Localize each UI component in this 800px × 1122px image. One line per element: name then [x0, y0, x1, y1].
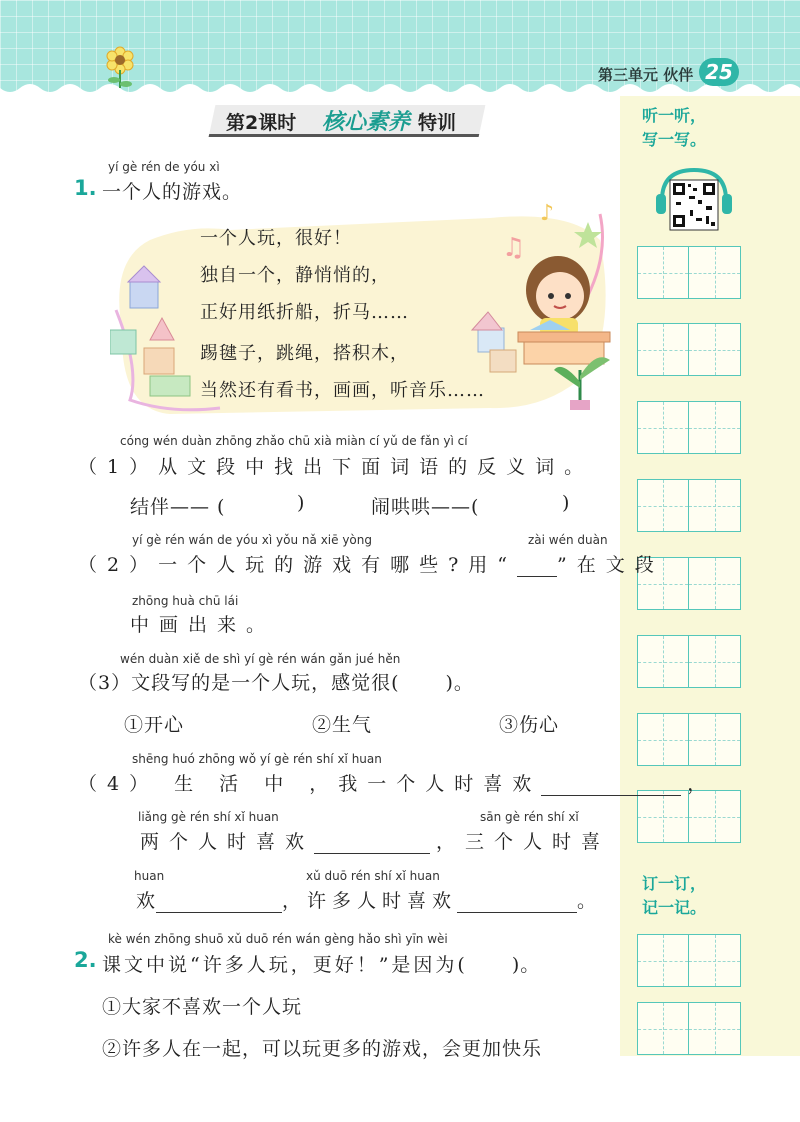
option-happy[interactable]: ①开心 — [124, 714, 185, 736]
tianzige-pair[interactable] — [637, 479, 741, 532]
poem-line: 正好用纸折船，折马…… — [200, 302, 409, 323]
q1-s4-text1: （4） 生 活 中 ，我一个人时喜欢 — [78, 773, 542, 795]
tianzige-cell[interactable] — [689, 1002, 741, 1055]
banner-core: 核心素养 — [322, 110, 411, 135]
q1-title: 一个人的游戏。 — [102, 181, 243, 203]
poem-line: 独自一个，静悄悄的， — [200, 265, 390, 286]
sidebar-title-correct-line1: 订一订， — [642, 874, 707, 893]
banner-lesson: 第2课时 — [226, 112, 297, 134]
option-sad[interactable]: ③伤心 — [499, 714, 560, 736]
q1-s2-text-part2: ”在文段 — [557, 554, 664, 576]
q1-s4-end1: ， — [687, 773, 717, 795]
q1-s2-text3: 中画出来。 — [130, 614, 276, 636]
antonym-1-label: 结伴—— ( — [130, 496, 226, 518]
q1-pinyin: yí gè rén de yóu xì — [108, 160, 220, 174]
tianzige-cell[interactable] — [689, 934, 741, 987]
tianzige-pair[interactable] — [637, 635, 741, 688]
tianzige-pair[interactable] — [637, 790, 741, 843]
tianzige-pair[interactable] — [637, 401, 741, 454]
q1-s4-blank-two[interactable] — [314, 834, 430, 854]
q1-s4-pinyin2: liǎng gè rén shí xǐ huan — [138, 810, 279, 824]
q2-text-part1: 课文中说“许多人玩，更好！”是因为( — [102, 954, 468, 976]
q1-s4-blank-many[interactable] — [457, 893, 577, 913]
tianzige-cell[interactable] — [689, 401, 741, 454]
tianzige-pair[interactable] — [637, 323, 741, 376]
tianzige-cell[interactable] — [637, 401, 689, 454]
tianzige-cell[interactable] — [637, 934, 689, 987]
q2-text — [102, 950, 540, 977]
banner-training: 特训 — [418, 112, 457, 134]
q1-s4-blank-three[interactable] — [156, 893, 282, 913]
q2-number: 2. — [74, 948, 97, 972]
poem-line: 一个人玩，很好！ — [200, 228, 352, 249]
antonym-2-close: ) — [562, 492, 571, 514]
q2-option-2[interactable]: ②许多人在一起，可以玩更多的游戏，会更加快乐 — [102, 1038, 543, 1060]
sidebar-title-listen-line2: 写一写。 — [642, 130, 707, 149]
tianzige-cell[interactable] — [689, 557, 741, 610]
q1-s4-line2 — [140, 827, 610, 854]
unit-label: 第三单元 伙伴 — [598, 66, 694, 84]
q1-s4-pinyin2-right: sān gè rén shí xǐ — [480, 810, 579, 824]
antonym-2-label: 闹哄哄——( — [371, 496, 480, 518]
qr-code-icon[interactable] — [656, 166, 732, 234]
antonym-1-answer-field[interactable] — [215, 492, 295, 516]
tianzige-pair[interactable] — [637, 246, 741, 299]
q1-s2-pinyin2: zhōng huà chū lái — [132, 594, 239, 608]
tianzige-cell[interactable] — [689, 713, 741, 766]
q1-s3-text-part1: （3）文段写的是一个人玩，感觉很( — [78, 672, 400, 694]
tianzige-cell[interactable] — [637, 713, 689, 766]
lesson-title-banner — [212, 105, 482, 137]
q1-s2-text-part1: （2）一个人玩的游戏有哪些?用“ — [78, 554, 517, 576]
tianzige-cell[interactable] — [689, 479, 741, 532]
q2-text-part2: )。 — [511, 954, 541, 976]
tianzige-pair[interactable] — [637, 713, 741, 766]
tianzige-cell[interactable] — [689, 323, 741, 376]
q1-s4-text2: 两个人时喜欢 — [140, 831, 315, 853]
q1-s2-pinyin: yí gè rén wán de yóu xì yǒu nǎ xiē yòng — [132, 533, 372, 547]
q1-s2-pinyin-right: zài wén duàn — [528, 533, 608, 547]
q2-option-1[interactable]: ①大家不喜欢一个人玩 — [102, 996, 303, 1018]
q1-s4-text2b: ，三个人时喜 — [436, 831, 611, 853]
q1-s2-mark-blank[interactable] — [517, 557, 557, 577]
q1-s4-text3a: 欢 — [136, 890, 157, 912]
tianzige-cell[interactable] — [689, 246, 741, 299]
svg-text:♫: ♫ — [502, 233, 526, 263]
sidebar-title-correct-line2: 记一记。 — [642, 898, 707, 917]
tianzige-cell[interactable] — [637, 790, 689, 843]
q1-s3-text-part2: )。 — [445, 672, 474, 694]
q1-s4-blank-alone[interactable] — [541, 776, 681, 796]
q1-s4-text3b: ，许多人时喜欢 — [282, 890, 458, 912]
tianzige-cell[interactable] — [689, 790, 741, 843]
tianzige-pair[interactable] — [637, 934, 741, 987]
sidebar-title-listen — [642, 104, 706, 152]
q1-s2-text — [78, 550, 664, 577]
tianzige-cell[interactable] — [637, 246, 689, 299]
q1-s4-line1 — [78, 769, 716, 796]
sidebar-title-listen-line1: 听一听， — [642, 106, 707, 125]
q1-s4-pinyin3-right: xǔ duō rén shí xǐ huan — [306, 869, 440, 883]
antonym-2-answer-field[interactable] — [476, 492, 560, 516]
q1-s4-pinyin3: huan — [134, 869, 165, 883]
q1-s3-pinyin: wén duàn xiě de shì yí gè rén wán gǎn jué hěn — [120, 652, 401, 666]
tianzige-cell[interactable] — [689, 635, 741, 688]
q2-pinyin: kè wén zhōng shuō xǔ duō rén wán gèng hǎo shì yīn wèi — [108, 932, 448, 946]
tianzige-pair[interactable] — [637, 1002, 741, 1055]
page-number: 25 — [699, 58, 739, 86]
tianzige-cell[interactable] — [637, 323, 689, 376]
tianzige-cell[interactable] — [637, 635, 689, 688]
svg-text:♪: ♪ — [540, 201, 555, 226]
q1-s3-text — [78, 668, 474, 695]
q1-s4-line3 — [136, 886, 597, 913]
q1-s1-text: （1）从文段中找出下面词语的反义词。 — [78, 456, 594, 478]
option-angry[interactable]: ②生气 — [312, 714, 373, 736]
flower-icon — [100, 42, 140, 90]
tianzige-cell[interactable] — [637, 479, 689, 532]
q1-s1-pinyin: cóng wén duàn zhōng zhǎo chū xià miàn cí yǔ de fǎn yì cí — [120, 434, 468, 448]
antonym-1-close: ) — [297, 492, 306, 514]
q1-number: 1. — [74, 176, 97, 200]
poem-line: 当然还有看书，画画，听音乐…… — [200, 380, 485, 401]
q1-s4-pinyin: shēng huó zhōng wǒ yí gè rén shí xǐ huan — [132, 752, 382, 766]
sidebar-title-correct — [642, 872, 706, 920]
tianzige-cell[interactable] — [637, 1002, 689, 1055]
poem-line: 踢毽子，跳绳，搭积木， — [200, 343, 409, 364]
q1-s4-text3c: 。 — [577, 890, 598, 912]
